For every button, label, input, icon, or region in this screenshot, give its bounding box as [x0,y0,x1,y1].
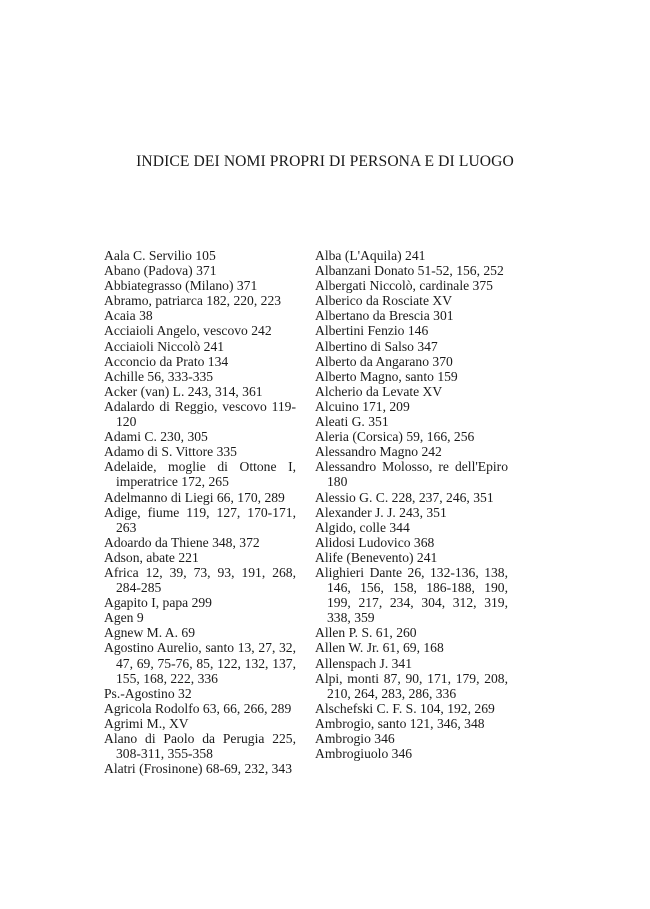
index-entry: Alighieri Dante 26, 132-136, 138, 146, 156, 158, 186-188, 190, 199, 217, 234, 304, 312, 319, 338, 359 [315,564,508,626]
index-entry: Ps.-Agostino 32 [104,685,192,701]
index-entry: Agricola Rodolfo 63, 66, 266, 289 [104,700,292,716]
index-entry: Adige, fiume 119, 127, 170-171, 263 [104,504,296,535]
index-entry: Albertino di Salso 347 [315,338,438,354]
index-entry: Africa 12, 39, 73, 93, 191, 268, 284-285 [104,564,296,596]
index-entry: Adson, abate 221 [104,549,199,565]
index-entry: Allenspach J. 341 [315,655,413,671]
index-entry: Alberto Magno, santo 159 [315,368,458,384]
index-entry: Ambrogiuolo 346 [315,746,413,762]
index-entry: Adelaide, moglie di Ottone I, imperatrice 172, 265 [104,459,296,490]
index-entry: Allen W. Jr. 61, 69, 168 [315,640,444,656]
index-column-left [104,248,296,776]
index-entry: Adami C. 230, 305 [104,429,208,445]
index-entry: Alschefski C. F. S. 104, 192, 269 [315,700,495,716]
index-entry: Alidosi Ludovico 368 [315,534,435,550]
index-entry: Alcherio da Levate XV [315,383,443,399]
index-entry: Aleria (Corsica) 59, 166, 256 [315,429,475,445]
index-entry: Alessio G. C. 228, 237, 246, 351 [315,489,494,505]
index-entry: Alcuino 171, 209 [315,398,410,414]
index-entry: Abbiategrasso (Milano) 371 [104,278,258,294]
index-entry: Acaia 38 [104,308,153,324]
index-entry: Agnew M. A. 69 [104,625,196,641]
index-entry: Aleati G. 351 [315,414,389,430]
index-entry: Alessandro Magno 242 [315,444,442,460]
index-entry: Allen P. S. 61, 260 [315,625,417,641]
index-entry: Adelmanno di Liegi 66, 170, 289 [104,489,285,505]
index-entry: Adalardo di Reggio, vescovo 119-120 [104,398,296,430]
index-entry: Albanzani Donato 51-52, 156, 252 [315,263,504,279]
index-entry: Alano di Paolo da Perugia 225, 308-311, 355-358 [104,731,296,762]
index-entry: Albertano da Brescia 301 [315,308,454,324]
index-entry: Adoardo da Thiene 348, 372 [104,534,260,550]
index-entry: Achille 56, 333-335 [104,368,214,384]
index-entry: Alife (Benevento) 241 [315,549,438,565]
index-entry: Albergati Niccolò, cardinale 375 [315,278,493,294]
index-entry: Agrimi M., XV [104,715,189,731]
index-entry: Algido, colle 344 [315,519,410,535]
index-entry: Abano (Padova) 371 [104,263,217,279]
index-entry: Alberico da Rosciate XV [315,293,453,309]
index-entry: Acconcio da Prato 134 [104,353,229,369]
index-entry: Acker (van) L. 243, 314, 361 [104,383,263,399]
index-entry: Alexander J. J. 243, 351 [315,504,447,520]
index-entry: Ambrogio 346 [315,731,395,746]
index-column-right [315,248,508,761]
index-entry: Agapito I, papa 299 [104,595,212,611]
index-entry: Alberto da Angarano 370 [315,353,453,369]
index-entry: Agostino Aurelio, santo 13, 27, 32, 47, 69, 75-76, 85, 122, 132, 137, 155, 168, 222, 336 [104,640,296,686]
index-entry: Acciaioli Niccolò 241 [104,338,225,354]
index-entry: Albertini Fenzio 146 [315,323,429,339]
index-entry: Alba (L'Aquila) 241 [315,248,426,263]
index-entry: Ambrogio, santo 121, 346, 348 [315,715,485,731]
page-title: INDICE DEI NOMI PROPRI DI PERSONA E DI LUOGO [136,153,514,170]
index-entry: Agen 9 [104,610,144,626]
index-entry: Abramo, patriarca 182, 220, 223 [104,293,282,309]
index-entry: Alessandro Molosso, re dell'Epiro 180 [315,459,508,490]
index-entry: Alatri (Frosinone) 68-69, 232, 343 [104,761,293,777]
index-entry: Acciaioli Angelo, vescovo 242 [104,323,272,339]
index-entry: Adamo di S. Vittore 335 [104,444,237,460]
index-entry: Alpi, monti 87, 90, 171, 179, 208, 210, 264, 283, 286, 336 [315,670,508,701]
index-entry: Aala C. Servilio 105 [104,248,216,263]
